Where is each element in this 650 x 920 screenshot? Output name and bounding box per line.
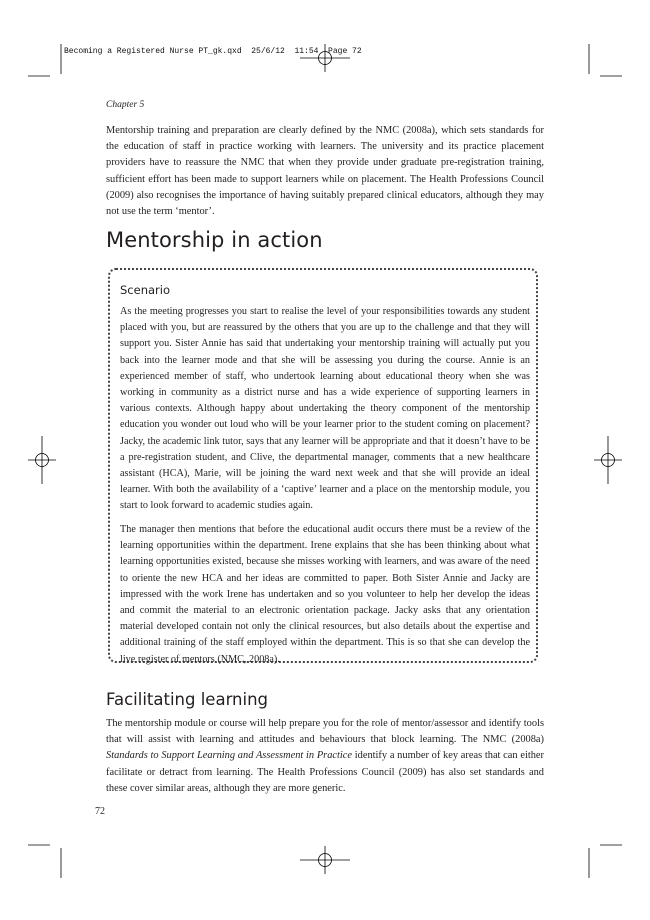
scenario-paragraph-1: As the meeting progresses you start to realise the level of your responsibilities towards any student placed with you, but are reassured by the others that you are up to the challenge and that they will support you. Sister Annie has said that undertaking your mentorship training will actually put you back into the learner mode and that she will be assessing you during the course. Annie is an experienced member of staff, who undertook learning about educational theory when she was working in community as a district nurse and has a wide experience of supporting learners in various contexts. Although happy about undertaking the theory component of the mentorship education you wonder out loud who will be your learner prior to the student coming on placement? Jacky, the academic link tutor, says that any learner will be appropriate and that it doesn’t have to be a pre-registration student, and Clive, the departmental manager, comments that a new healthcare assistant (HCA), Marie, will be joining the ward next week and that she will provide an ideal learner. With both the availability of a ‘captive’ learner and a place on the mentorship module, you start to look forward to academic studies again. — [120, 306, 530, 512]
scenario-title: Scenario — [120, 283, 170, 297]
intro-paragraph: Mentorship training and preparation are clearly defined by the NMC (2008a), which sets standards for the education of staff in practice working with learners. The university and its practice placement providers have to reassure the NMC that when they provide under graduate pre-registration training, sufficient effort has been made to support learners while on placement. The Health Professions Council (2009) also recognises the importance of having suitably prepared clinical educators, although they may not use the term ‘mentor’. — [106, 125, 544, 218]
facilitating-text-start: The mentorship module or course will help prepare you for the role of mentor/assessor and identify tools that will assist with learning and attitudes and behaviours that block learning. The NMC (2008a) — [106, 718, 544, 746]
standards-title: Standards to Support Learning and Assessment in Practice — [106, 750, 353, 762]
subheading: Facilitating learning — [106, 690, 269, 709]
facilitating-paragraph — [106, 716, 544, 797]
slug-line: Becoming a Registered Nurse PT_gk.qxd 25/6/12 11:54 Page 72 — [64, 47, 362, 56]
chapter-label: Chapter 5 — [106, 100, 145, 110]
section-heading: Mentorship in action — [106, 228, 323, 252]
page-number: 72 — [95, 806, 105, 817]
scenario-paragraph-2: The manager then mentions that before the educational audit occurs there must be a review of the learning opportunities within the department. Irene explains that she has been thinking about what learning opportunities existed, because she misses working with learners, and was aware of the need to oriente the new HCA and her ideas are committed to paper. Both Sister Annie and Jacky are impressed with the work Irene has undertaken and so you volunteer to help her develop the ideas and commit the material to an electronic orientation package. Jacky asks that any orientation material developed contain not only the clinical resources, but also details about the expertise and additional training of the staff employed within the department. This is so that she can develop the live register of mentors (NMC, 2008a). — [120, 524, 530, 665]
facilitating-text-end: identify a number of key areas that can either facilitate or detract from learning. The Health Professions Council (2009) has also set standards and these cover similar areas, although they are more generic. — [106, 750, 544, 794]
